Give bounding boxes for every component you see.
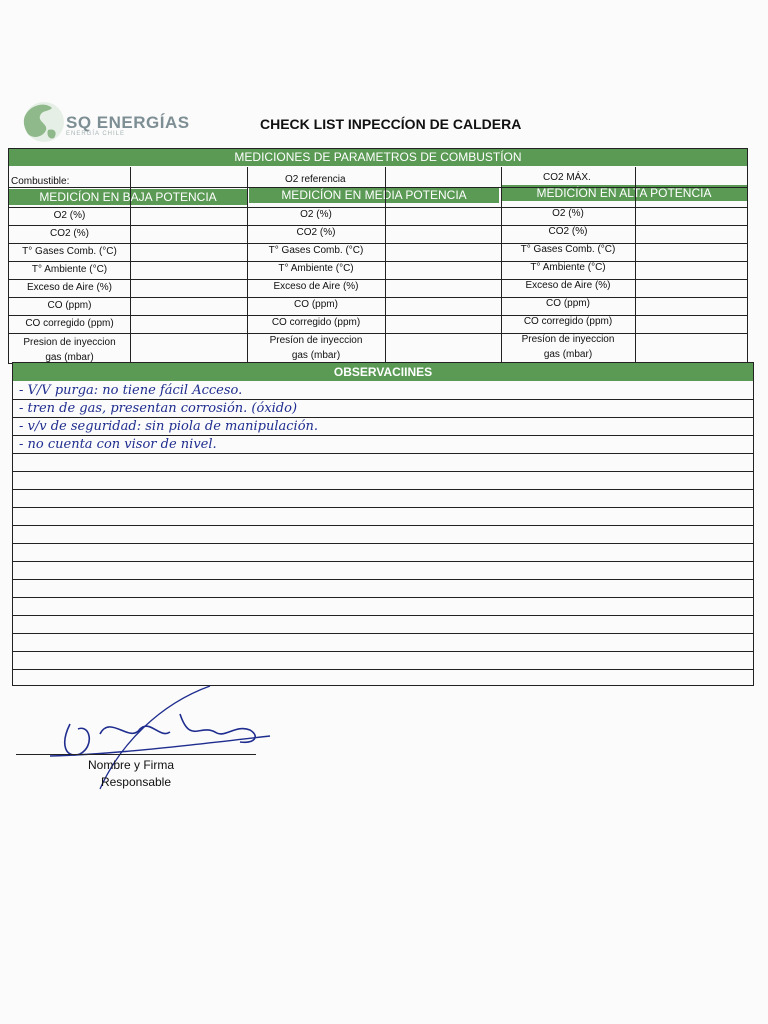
ruled-line — [13, 651, 753, 652]
page-title: CHECK LIST INPECCÍON DE CALDERA — [260, 116, 522, 132]
ruled-line — [13, 543, 753, 544]
high-o2-label: O2 (%) — [552, 208, 584, 219]
ruled-line — [13, 633, 753, 634]
high-co-corrected-label: CO corregido (ppm) — [523, 316, 613, 327]
signature-line — [16, 754, 256, 755]
mid-excess-air-label: Exceso de Aire (%) — [273, 281, 359, 292]
signature-label-line1: Nombre y Firma — [88, 758, 175, 772]
section-medium-power-header: MEDICÍON EN MEDIA POTENCIA — [249, 187, 499, 203]
high-flue-gas-temp-label: T° Gases Comb. (°C) — [520, 244, 616, 255]
table-main-header: MEDICIONES DE PARAMETROS DE COMBUSTÍON — [9, 149, 747, 166]
ruled-line — [13, 561, 753, 562]
ruled-line — [13, 507, 753, 508]
observation-entry: - V/V purga: no tiene fácil Acceso. — [19, 383, 243, 398]
column-divider — [130, 167, 131, 365]
ruled-line — [13, 615, 753, 616]
high-co2-label: CO2 (%) — [548, 226, 588, 237]
low-flue-gas-temp-label: T° Gases Comb. (°C) — [22, 246, 117, 257]
brand-name: SQ ENERGÍAS — [66, 113, 190, 132]
ruled-line — [13, 489, 753, 490]
signature-label-line2: Responsable — [100, 775, 172, 789]
ruled-line — [13, 453, 753, 454]
low-co-label: CO (ppm) — [47, 300, 92, 311]
high-excess-air-label: Exceso de Aire (%) — [525, 280, 611, 291]
mid-o2-label: O2 (%) — [300, 209, 332, 220]
o2-reference-label: O2 referencia — [285, 174, 346, 185]
low-gas-pressure-label: Presion de inyeccion — [23, 337, 116, 348]
high-co-label: CO (ppm) — [546, 298, 590, 309]
co2-max-label: CO2 MÁX. — [543, 172, 591, 183]
observations-section — [12, 362, 754, 686]
high-gas-pressure-label: Presíon de inyeccion — [521, 334, 615, 345]
mid-co-label: CO (ppm) — [294, 299, 338, 310]
column-divider — [385, 167, 386, 365]
ruled-line — [13, 399, 753, 400]
observation-entry: - v/v de seguridad: sin piola de manipulación. — [19, 419, 319, 434]
low-gas-pressure-unit-label: gas (mbar) — [45, 352, 94, 363]
brand-tagline: ENERGÍA CHILE — [66, 131, 126, 137]
row-divider — [9, 187, 747, 188]
observations-header: OBSERVACIINES — [13, 363, 753, 381]
ruled-line — [13, 597, 753, 598]
signature-label — [88, 757, 174, 791]
low-excess-air-label: Exceso de Aire (%) — [26, 282, 113, 293]
mid-gas-pressure-label: Presíon de inyeccion — [269, 335, 363, 346]
ruled-line — [13, 669, 753, 670]
section-high-power-header: MEDICÍON EN ALTA POTENCIA — [501, 185, 747, 201]
ruled-line — [13, 471, 753, 472]
combustion-measurements-table — [8, 148, 748, 364]
mid-flue-gas-temp-label: T° Gases Comb. (°C) — [268, 245, 364, 256]
low-co2-label: CO2 (%) — [50, 228, 89, 239]
low-co-corrected-label: CO corregido (ppm) — [25, 318, 114, 329]
high-gas-pressure-unit-label: gas (mbar) — [543, 349, 593, 360]
mid-ambient-temp-label: T° Ambiente (°C) — [278, 263, 354, 274]
column-divider — [635, 167, 636, 365]
ruled-line — [13, 525, 753, 526]
mid-co2-label: CO2 (%) — [296, 227, 336, 238]
high-ambient-temp-label: T° Ambiente (°C) — [530, 262, 606, 273]
ruled-line — [13, 579, 753, 580]
mid-gas-pressure-unit-label: gas (mbar) — [291, 350, 341, 361]
observation-entry: - tren de gas, presentan corrosión. (óxido) — [19, 401, 298, 416]
low-ambient-temp-label: T° Ambiente (°C) — [31, 264, 108, 275]
observation-entry: - no cuenta con visor de nivel. — [19, 437, 217, 452]
fuel-label: Combustible: — [11, 176, 70, 187]
mid-co-corrected-label: CO corregido (ppm) — [271, 317, 361, 328]
ruled-line — [13, 417, 753, 418]
ruled-line — [13, 435, 753, 436]
section-low-power-header: MEDICÍON EN BAJA POTENCIA — [9, 189, 247, 205]
low-o2-label: O2 (%) — [53, 210, 86, 221]
